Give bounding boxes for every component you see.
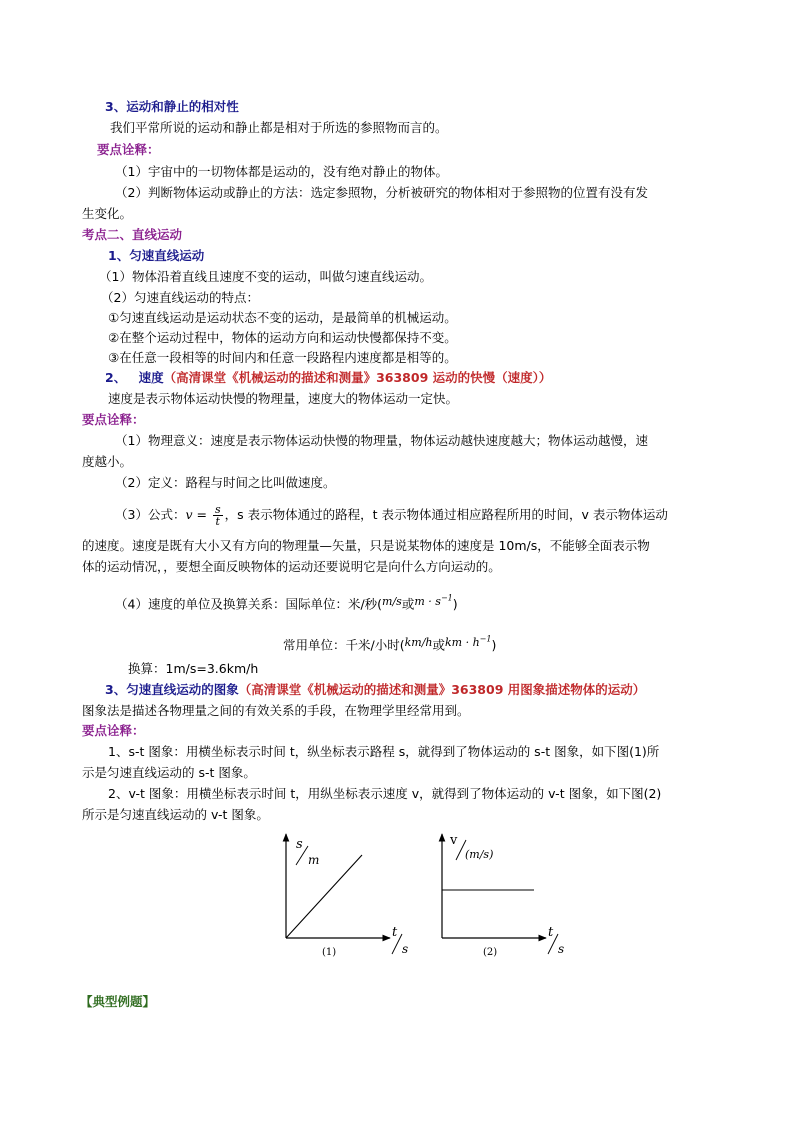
vt-y-label-unit: (m/s) — [465, 848, 494, 861]
vt-x-label-bottom: s — [558, 942, 565, 956]
st-y-label-bottom: m — [308, 853, 320, 867]
formula-lhs: v — [185, 507, 193, 522]
section-heading-graphs: 3、匀速直线运动的图象（高清课堂《机械运动的描述和测量》363809 用图象描述物体的运动） — [105, 682, 646, 697]
paragraph: （2）定义：路程与时间之比叫做速度。 — [115, 475, 336, 490]
st-line — [286, 855, 362, 938]
paragraph: 1、s-t 图象：用横坐标表示时间 t，纵坐标表示路程 s，就得到了物体运动的 s-t 图象，如下图(1)所 — [108, 744, 660, 759]
st-x-label-bottom: s — [402, 942, 409, 956]
examples-label: 【典型例题】 — [80, 994, 156, 1009]
unit-common: km/h — [404, 635, 433, 649]
st-y-label-top: s — [296, 837, 303, 852]
topic-heading: 考点二、直线运动 — [82, 227, 183, 242]
paragraph: 体的运动情况，，要想全面反映物体的运动还要说明它是向什么方向运动的。 — [82, 559, 501, 574]
paragraph: 示是匀速直线运动的 s-t 图象。 — [82, 765, 256, 780]
units-line: （4）速度的单位及换算关系：国际单位：米/秒(m/s或$m \cdot s^{-1}$) — [115, 593, 458, 612]
paragraph: （1）物体沿着直线且速度不变的运动，叫做匀速直线运动。 — [99, 269, 432, 284]
unit-si: m/s — [382, 594, 402, 608]
note-label: 要点诠释： — [97, 142, 160, 157]
paragraph: （1）宇宙中的一切物体都是运动的，没有绝对静止的物体。 — [115, 164, 448, 179]
vt-y-label-top: v — [450, 833, 458, 848]
paragraph: 的速度。速度是既有大小又有方向的物理量—矢量，只是说某物体的速度是 10m/s，不能够全面表示物 — [82, 538, 650, 553]
fig1-caption: (1) — [322, 947, 337, 958]
note-label: 要点诠释： — [82, 723, 145, 738]
paragraph: 我们平常所说的运动和静止都是相对于所选的参照物而言的。 — [110, 120, 448, 135]
subsection-heading: 1、匀速直线运动 — [108, 248, 205, 263]
list-item: ①匀速直线运动是运动状态不变的运动，是最简单的机械运动。 — [108, 310, 457, 325]
list-item: ②在整个运动过程中，物体的运动方向和运动快慢都保持不变。 — [108, 330, 457, 345]
fig2-caption: (2) — [483, 947, 498, 958]
lecture-link[interactable]: （高清课堂《机械运动的描述和测量》363809 用图象描述物体的运动） — [238, 682, 646, 697]
paragraph: （1）物理意义：速度是表示物体运动快慢的物理量，物体运动越快速度越大；物体运动越慢，速 — [115, 433, 648, 448]
paragraph: 图象法是描述各物理量之间的有效关系的手段，在物理学里经常用到。 — [82, 703, 470, 718]
paragraph: 所示是匀速直线运动的 v-t 图象。 — [82, 807, 269, 822]
paragraph: （2）判断物体运动或静止的方法：选定参照物，分析被研究的物体相对于参照物的位置有没有发 — [115, 185, 648, 200]
section-heading-relativity: 3、运动和静止的相对性 — [105, 99, 239, 114]
lecture-link[interactable]: （高清课堂《机械运动的描述和测量》363809 运动的快慢（速度）） — [163, 370, 552, 385]
section-title: 速度 — [138, 370, 164, 385]
formula-fraction: $\frac{s}{t}$ — [214, 503, 221, 528]
st-graph — [286, 834, 408, 958]
section-heading-speed — [105, 370, 551, 386]
units-line-common: 常用单位：千米/小时(km/h或km · $h^{-1}$) — [283, 634, 497, 653]
graphs-figure — [270, 828, 580, 963]
conversion: 换算：1m/s=3.6km/h — [128, 661, 259, 676]
note-label: 要点诠释： — [82, 412, 145, 427]
unit-common-alt: km · $h^{-1}$ — [445, 634, 492, 649]
paragraph: （2）匀速直线运动的特点： — [101, 290, 259, 305]
paragraph: 生变化。 — [82, 206, 133, 221]
paragraph: 度越小。 — [82, 454, 133, 469]
vt-graph — [442, 833, 564, 958]
paragraph: 速度是表示物体运动快慢的物理量，速度大的物体运动一定快。 — [108, 391, 459, 406]
unit-si-alt: $m \cdot s^{-1}$ — [414, 593, 453, 608]
list-item: ③在任意一段相等的时间内和任意一段路程内速度都是相等的。 — [108, 350, 457, 365]
st-x-label-top: t — [392, 925, 398, 940]
formula-line: （3）公式：v = $\frac{s}{t}$ ，s 表示物体通过的路程，t 表示物体通过相应路程所用的时间，v 表示物体运动 — [115, 503, 668, 528]
vt-x-label-top: t — [548, 925, 554, 940]
paragraph: 2、v-t 图象：用横坐标表示时间 t，用纵坐标表示速度 v，就得到了物体运动的 v-t 图象，如下图(2) — [108, 786, 662, 801]
section-number: 2、 — [105, 370, 127, 385]
